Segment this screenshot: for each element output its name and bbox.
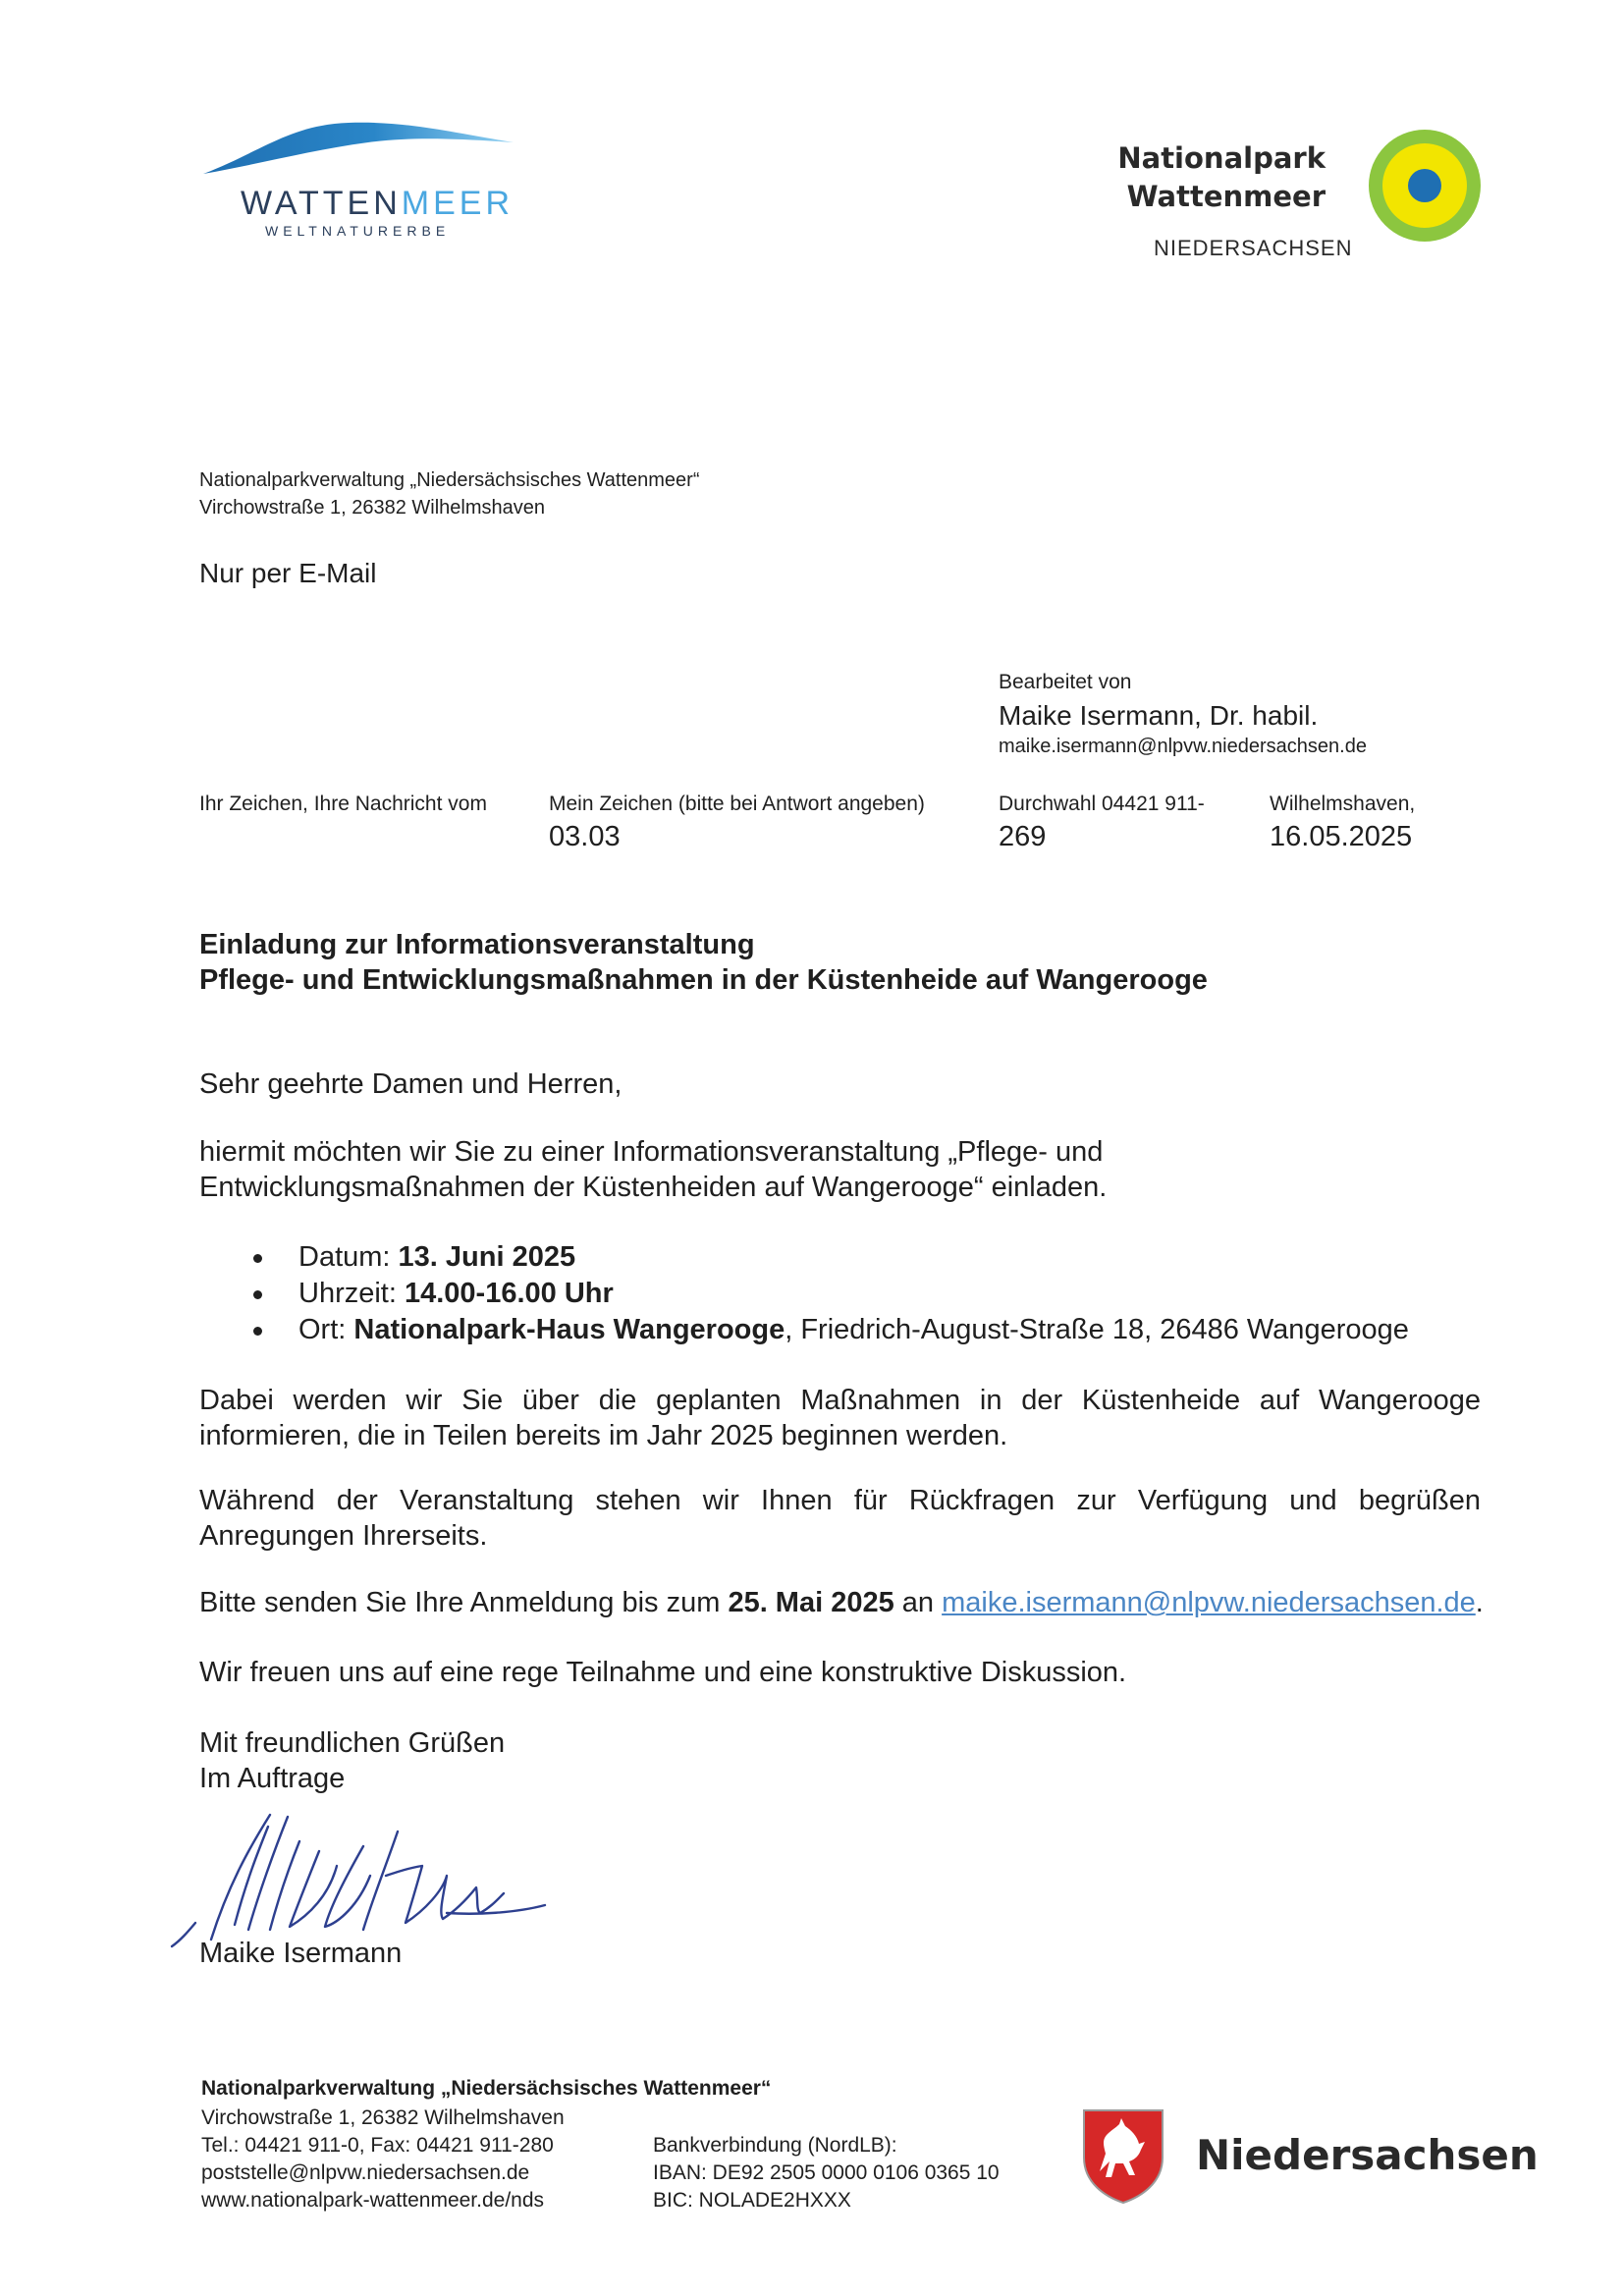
sender-address: Nationalparkverwaltung „Niedersächsisches Wattenmeer“ Virchowstraße 1, 26382 Wilhelmshaven [199,469,700,519]
footer-email: poststelle@nlpvw.niedersachsen.de [201,2161,530,2184]
letter-date: 16.05.2025 [1270,821,1413,852]
footer-website: www.nationalpark-wattenmeer.de/nds [201,2189,545,2212]
salutation: Sehr geehrte Damen und Herren, [199,1068,623,1100]
my-reference-value: 03.03 [549,821,621,852]
closing-sentence: Wir freuen uns auf eine rege Teilnahme und eine konstruktive Diskussion. [199,1657,1127,1688]
event-location-item: Ort: Nationalpark-Haus Wangerooge, Friedrich-August-Straße 18, 26486 Wangerooge [253,1312,1409,1348]
registration-paragraph: Bitte senden Sie Ihre Anmeldung bis zum 25. Mai 2025 an maike.isermann@nlpvw.niedersachsen.de. [199,1587,1484,1618]
event-time-item: Uhrzeit: 14.00-16.00 Uhr [253,1276,1409,1312]
nationalpark-region: NIEDERSACHSEN [1154,236,1353,260]
footer-bank-details: Bankverbindung (NordLB): IBAN: DE92 2505 0000 0106 0365 10 BIC: NOLADE2HXXX [653,2134,1000,2212]
handled-by-block [999,671,1367,758]
nationalpark-title: Nationalpark Wattenmeer [1117,141,1326,213]
wattenmeer-subtitle: WELTNATURERBE [265,223,451,239]
questions-paragraph: Während der Veranstaltung stehen wir Ihnen für Rückfragen zur Verfügung und begrüßen Anregungen Ihrerseits. [199,1485,1481,1552]
delivery-note: Nur per E-Mail [199,558,377,588]
phone-extension-value: 269 [999,821,1047,852]
greeting-block: Mit freundlichen Grüßen Im Auftrage [199,1727,506,1794]
nationalpark-logo [1119,128,1492,275]
handwritten-signature [152,1807,584,1954]
wattenmeer-logo [201,113,525,250]
phone-extension-label: Durchwahl 04421 911- [999,793,1205,815]
handled-by-email: maike.isermann@nlpvw.niedersachsen.de [999,736,1367,757]
event-details-list [253,1239,1409,1348]
your-reference-label: Ihr Zeichen, Ihre Nachricht vom [199,793,487,815]
letter-subject: Einladung zur Informationsveranstaltung Pflege- und Entwicklungsmaßnahmen in der Küstenheide auf Wangerooge [199,929,1208,996]
footer-contact: Virchowstraße 1, 26382 Wilhelmshaven Tel.: 04421 911-0, Fax: 04421 911-280 poststelle@nlpvw.niedersachsen.de www.nationalpark-wattenmeer.de/nds [201,2105,565,2214]
my-reference-label: Mein Zeichen (bitte bei Antwort angeben) [549,793,925,815]
niedersachsen-crest-icon [1080,2106,1166,2205]
bullet-icon [253,1290,262,1299]
wattenmeer-wordmark: WATTENMEER [241,185,514,222]
info-paragraph: Dabei werden wir Sie über die geplanten Maßnahmen in der Küstenheide auf Wangerooge informieren, die in Teilen bereits im Jahr 2025 beginnen werden. [199,1385,1481,1451]
bullet-icon [253,1254,262,1263]
signer-name: Maike Isermann [199,1938,403,1969]
place-label: Wilhelmshaven, [1270,793,1416,815]
intro-paragraph: hiermit möchten wir Sie zu einer Informationsveranstaltung „Pflege- und Entwicklungsmaßnahmen der Küstenheiden auf Wangerooge“ einladen. [199,1136,1108,1203]
wave-icon [201,113,515,182]
footer-organization: Nationalparkverwaltung „Niedersächsisches Wattenmeer“ [201,2077,772,2100]
handled-by-name: Maike Isermann, Dr. habil. [999,700,1319,731]
registration-email-link[interactable]: maike.isermann@nlpvw.niedersachsen.de [942,1587,1476,1618]
nationalpark-circle-icon [1367,128,1483,244]
niedersachsen-wordmark: Niedersachsen [1196,2131,1539,2179]
event-date-item: Datum: 13. Juni 2025 [253,1239,1409,1276]
bullet-icon [253,1327,262,1336]
handled-by-label: Bearbeitet von [999,671,1132,693]
